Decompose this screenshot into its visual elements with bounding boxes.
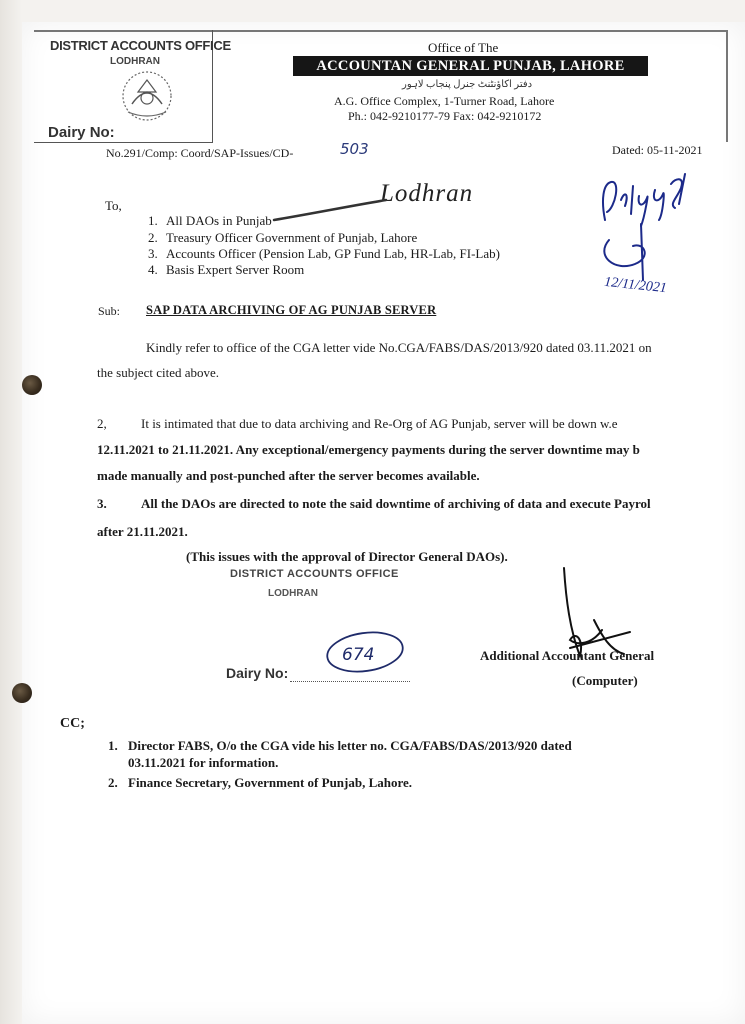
subject-label: Sub: — [98, 304, 121, 318]
recipient-item: Accounts Officer (Pension Lab, GP Fund Lab, HR-Lab, FI-Lab) — [166, 246, 500, 261]
to-label: To, — [105, 198, 122, 213]
cc-item-line-2: 03.11.2021 for information. — [128, 755, 279, 770]
receipt-stamp-2-title: DISTRICT ACCOUNTS OFFICE — [230, 568, 399, 580]
recipient-item: Treasury Officer Government of Punjab, Lahore — [166, 230, 418, 245]
cc-item-line-1: Finance Secretary, Government of Punjab, Lahore. — [128, 775, 413, 790]
paragraph-1-line-2: the subject cited above. — [97, 365, 220, 380]
paragraph-1-line-1: Kindly refer to office of the CGA letter vide No.CGA/FABS/DAS/2013/920 dated 03.11.2021 on — [146, 340, 652, 355]
header-right-rule — [726, 30, 728, 142]
office-of-label: Office of The — [428, 40, 499, 55]
office-phone-fax: Ph.: 042-9210177-79 Fax: 042-9210172 — [348, 109, 542, 123]
cc-item-number: 2. — [108, 775, 118, 790]
recipient-item: Basis Expert Server Room — [166, 262, 305, 277]
signatory-subtitle: (Computer) — [572, 673, 638, 688]
recipient-number: 3. — [148, 246, 158, 261]
recipient-number: 2. — [148, 230, 158, 245]
punch-hole-bottom — [12, 683, 32, 703]
stamp-subtitle: LODHRAN — [110, 56, 160, 67]
stamp-title: DISTRICT ACCOUNTS OFFICE — [50, 38, 231, 53]
dairy-no-dotted-line — [290, 680, 410, 682]
handwritten-note: Lodhran — [380, 180, 474, 207]
subject-line: SAP DATA ARCHIVING OF AG PUNJAB SERVER — [146, 303, 437, 317]
handwritten-date: 12/11/2021 — [603, 274, 668, 297]
recipient-number: 4. — [148, 262, 158, 277]
signatory-title: Additional Accountant General — [480, 648, 655, 663]
cc-item-line-1: Director FABS, O/o the CGA vide his letter no. CGA/FABS/DAS/2013/920 dated — [128, 738, 572, 753]
office-name-urdu: دفتر اکاؤنٹنٹ جنرل پنجاب لاہور — [402, 79, 533, 90]
handwritten-underline-icon — [270, 196, 390, 226]
receipt-stamp-2-subtitle: LODHRAN — [268, 588, 318, 599]
reference-number: No.291/Comp: Coord/SAP-Issues/CD- — [106, 146, 294, 160]
paragraph-2-line-3: made manually and post-punched after the server becomes available. — [97, 468, 480, 483]
paragraph-3-number: 3. — [97, 496, 107, 511]
cc-label: CC; — [60, 716, 85, 731]
letter-date: Dated: 05-11-2021 — [612, 143, 703, 157]
paragraph-2-line-1: It is intimated that due to data archiving and Re-Org of AG Punjab, server will be down w.e — [141, 416, 618, 431]
dairy-no-label-2: Dairy No: — [226, 665, 289, 681]
scan-edge-shadow — [0, 0, 22, 1024]
paragraph-2-number: 2, — [97, 416, 107, 431]
paragraph-2-line-2: 12.11.2021 to 21.11.2021. Any exceptional/emergency payments during the server downtime may b — [97, 442, 640, 457]
reference-number-handwritten: 503 — [340, 140, 369, 158]
office-name-banner: ACCOUNTAN GENERAL PUNJAB, LAHORE — [293, 56, 648, 76]
approval-note: (This issues with the approval of Director General DAOs). — [186, 549, 508, 564]
government-emblem-icon — [118, 68, 176, 124]
punch-hole-top — [22, 375, 42, 395]
dairy-no-label: Dairy No: — [48, 124, 115, 141]
recipient-item: All DAOs in Punjab — [166, 213, 272, 228]
cc-item-number: 1. — [108, 738, 118, 753]
paragraph-3-line-2: after 21.11.2021. — [97, 524, 188, 539]
recipient-number: 1. — [148, 213, 158, 228]
dairy-number-handwritten: 674 — [342, 645, 375, 665]
paragraph-3-line-1: All the DAOs are directed to note the said downtime of archiving of data and execute Payrol — [141, 496, 651, 511]
office-address: A.G. Office Complex, 1-Turner Road, Lahore — [334, 94, 555, 108]
